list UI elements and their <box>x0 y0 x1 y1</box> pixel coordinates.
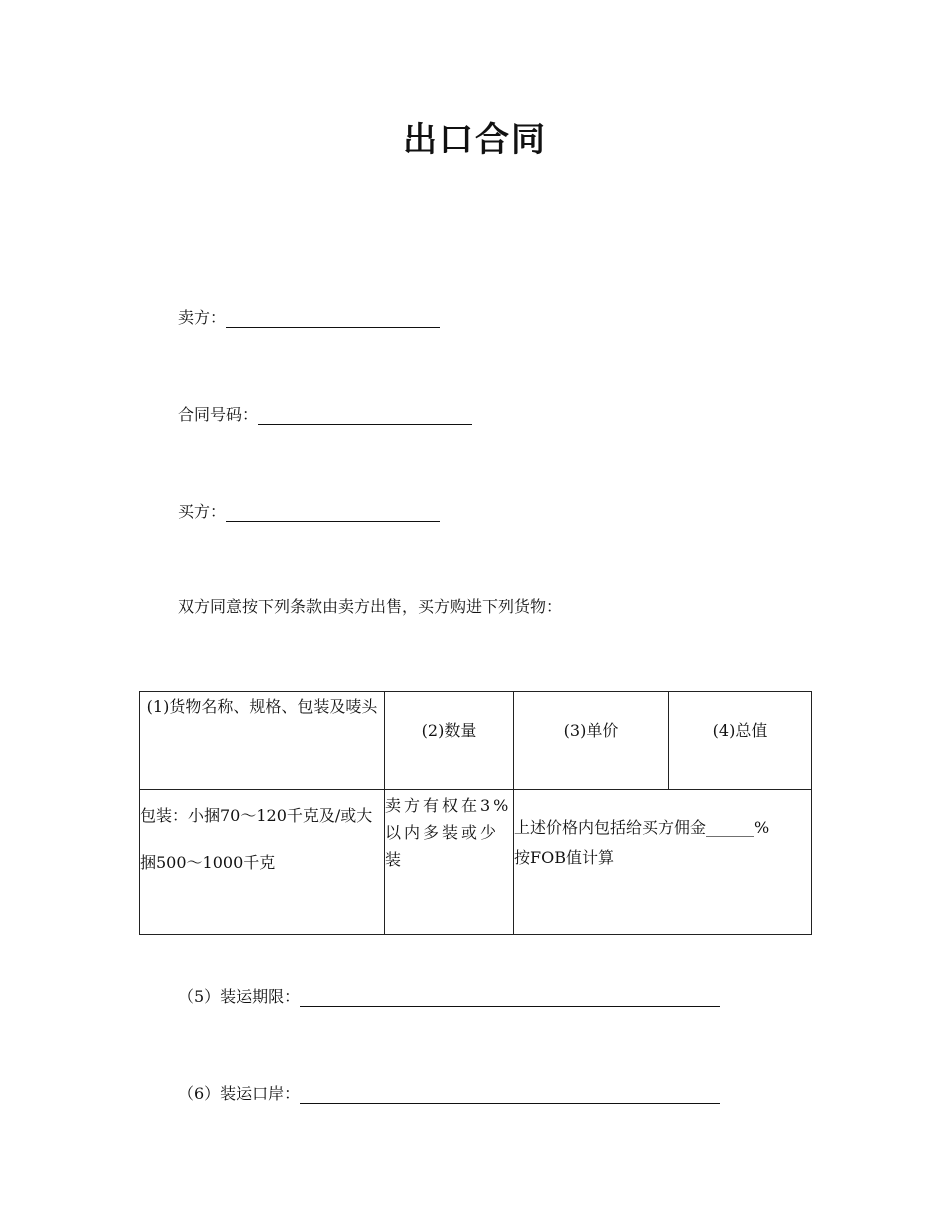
goods-table <box>139 691 812 935</box>
shipment-period-blank[interactable] <box>300 988 720 1007</box>
price-cell <box>514 790 812 935</box>
header-goods-description: (1)货物名称、规格、包装及唛头 <box>140 692 385 790</box>
seller-blank[interactable] <box>226 309 440 328</box>
header-total-value: (4)总值 <box>669 692 812 790</box>
quantity-cell: 卖方有权在3%以内多装或少装 <box>385 790 514 935</box>
contract-number-field <box>178 405 472 425</box>
price-line-2: 按FOB值计算 <box>514 848 614 867</box>
page-title: 出口合同 <box>403 120 547 160</box>
buyer-blank[interactable] <box>226 503 440 522</box>
header-unit-price: (3)单价 <box>514 692 669 790</box>
seller-label: 卖方： <box>178 308 227 327</box>
loading-port-field <box>178 1084 720 1104</box>
table-row <box>140 790 812 935</box>
contract-number-label: 合同号码： <box>178 405 259 424</box>
buyer-field <box>178 502 440 522</box>
loading-port-blank[interactable] <box>300 1085 720 1104</box>
loading-port-label: （6）装运口岸： <box>178 1084 301 1103</box>
shipment-period-field <box>178 987 720 1007</box>
seller-field <box>178 308 440 328</box>
price-line-1: 上述价格内包括给买方佣金______% <box>514 818 770 837</box>
table-header-row <box>140 692 812 790</box>
packing-cell: 包装：小捆70～120千克及/或大捆500～1000千克 <box>140 790 385 935</box>
buyer-label: 买方： <box>178 502 227 521</box>
intro-paragraph: 双方同意按下列条款由卖方出售，买方购进下列货物： <box>178 597 563 616</box>
shipment-period-label: （5）装运期限： <box>178 987 301 1006</box>
header-quantity: (2)数量 <box>385 692 514 790</box>
contract-number-blank[interactable] <box>258 406 472 425</box>
